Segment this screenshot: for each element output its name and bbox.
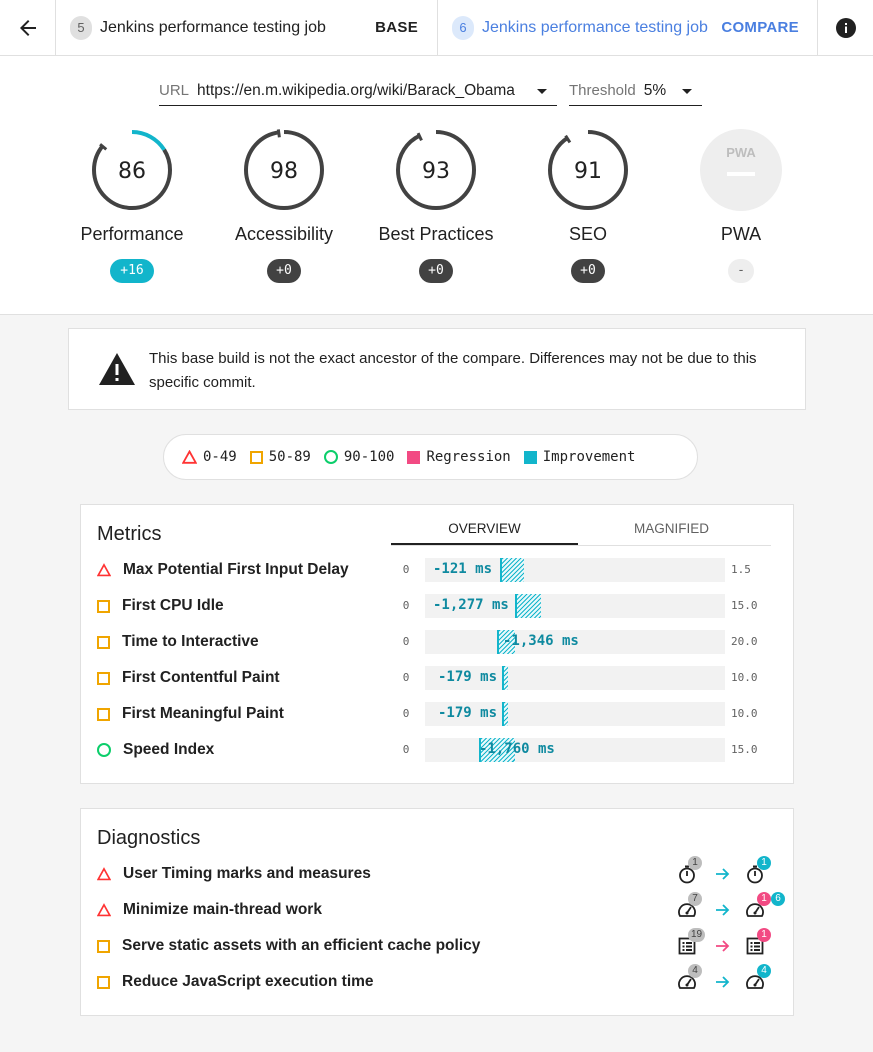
metric-row[interactable] — [97, 702, 284, 726]
diagnostic-label: Reduce JavaScript execution time — [122, 973, 374, 990]
metric-bar — [391, 558, 771, 582]
diagnostic-comparison[interactable] — [677, 857, 787, 886]
diagnostics-card — [80, 808, 794, 1016]
compare-build-title: Jenkins performance testing job — [482, 18, 708, 36]
metric-bar — [391, 630, 771, 654]
diagnostic-label: Minimize main-thread work — [123, 901, 322, 918]
url-value: https://en.m.wikipedia.org/wiki/Barack_Obama — [197, 81, 515, 99]
list-icon — [745, 929, 767, 956]
stopwatch-icon — [677, 857, 698, 884]
improvement-swatch-icon — [524, 451, 537, 464]
score-ring — [90, 128, 174, 212]
metric-label: First Meaningful Paint — [122, 705, 284, 722]
diagnostic-row[interactable] — [97, 970, 374, 994]
score-ring — [242, 128, 326, 212]
metrics-title: Metrics — [97, 523, 162, 545]
score-ring — [546, 128, 630, 212]
gauge-seo[interactable] — [512, 128, 664, 283]
square-icon — [250, 451, 263, 464]
delta-text: -179 ms — [438, 705, 498, 721]
threshold-dropdown-icon — [682, 89, 692, 94]
gauge-label: Best Practices — [378, 224, 494, 244]
improvement-delta-bar — [500, 558, 524, 582]
url-select[interactable] — [159, 76, 557, 106]
metric-row[interactable] — [97, 558, 349, 582]
tab-magnified[interactable]: MAGNIFIED — [633, 521, 709, 536]
speedometer-icon — [745, 965, 767, 992]
bar-track — [425, 702, 725, 726]
arrow-right-icon — [715, 866, 731, 882]
bar-track — [425, 630, 725, 654]
score-delta-badge: +0 — [267, 259, 301, 283]
triangle-icon — [182, 450, 197, 464]
arrow-right-icon — [715, 974, 731, 990]
arrow-right-icon — [715, 938, 731, 954]
bar-track — [425, 558, 725, 582]
diagnostic-row[interactable] — [97, 934, 480, 958]
legend-improvement-label: Improvement — [542, 449, 636, 465]
bar-min-value: 0 — [402, 707, 410, 720]
speedometer-icon — [677, 893, 698, 920]
gauge-label: Accessibility — [234, 224, 334, 244]
score-delta-badge: +0 — [419, 259, 453, 283]
metric-label: First CPU Idle — [122, 597, 224, 614]
bar-min-value: 0 — [402, 671, 410, 684]
ancestor-warning — [68, 328, 806, 410]
metric-bar — [391, 738, 771, 762]
diagnostic-comparison[interactable] — [677, 965, 787, 994]
metrics-card — [80, 504, 794, 784]
tab-overview[interactable]: OVERVIEW — [391, 515, 578, 545]
base-count-badge: 4 — [688, 964, 702, 978]
metric-label: Speed Index — [123, 741, 215, 758]
score-value: 91 — [574, 159, 602, 184]
diagnostics-title: Diagnostics — [97, 827, 201, 849]
delta-text: -1,760 ms — [479, 741, 555, 757]
fail-triangle-icon — [97, 867, 111, 881]
base-count-badge: 1 — [688, 856, 702, 870]
score-ring — [394, 128, 478, 212]
legend-improvement — [524, 449, 636, 465]
list-icon — [677, 929, 703, 956]
bar-track — [425, 594, 725, 618]
metric-row[interactable] — [97, 630, 259, 654]
metric-label: Max Potential First Input Delay — [123, 561, 349, 578]
score-legend — [163, 434, 698, 480]
score-summary — [0, 56, 873, 315]
compare-tag: COMPARE — [721, 19, 799, 36]
legend-pass-label: 90-100 — [343, 449, 395, 465]
average-square-icon — [97, 976, 110, 989]
legend-regression-label: Regression — [426, 449, 511, 465]
fail-triangle-icon — [97, 903, 111, 917]
metric-bar — [391, 594, 771, 618]
back-button[interactable] — [0, 0, 56, 55]
gauge-pwa[interactable] — [665, 128, 817, 283]
threshold-value: 5% — [643, 81, 667, 99]
compare-count-badge: 4 — [757, 964, 771, 978]
score-delta-badge: - — [728, 259, 754, 283]
gauge-accessibility[interactable] — [208, 128, 360, 283]
compare-count-badge: 1 — [757, 892, 771, 906]
info-button[interactable] — [818, 0, 873, 55]
compare-count-badge: 1 — [757, 928, 771, 942]
average-square-icon — [97, 600, 110, 613]
bar-max-value: 20.0 — [731, 635, 758, 648]
delta-text: -179 ms — [438, 669, 498, 685]
compare-build[interactable] — [438, 0, 818, 55]
regression-swatch-icon — [407, 451, 420, 464]
metrics-tabs — [391, 515, 771, 546]
average-square-icon — [97, 636, 110, 649]
bar-track — [425, 666, 725, 690]
threshold-select[interactable] — [569, 76, 702, 106]
info-icon — [836, 18, 856, 38]
improvement-delta-bar — [515, 594, 541, 618]
metric-label: First Contentful Paint — [122, 669, 280, 686]
delta-text: -1,346 ms — [503, 633, 579, 649]
metric-row[interactable] — [97, 738, 214, 762]
score-value: 93 — [422, 159, 450, 184]
gauge-label: SEO — [568, 224, 607, 244]
bar-max-value: 15.0 — [731, 599, 758, 612]
bar-max-value: 10.0 — [731, 671, 758, 684]
bar-min-value: 0 — [402, 743, 410, 756]
base-count-badge: 7 — [688, 892, 702, 906]
score-value: 98 — [270, 159, 298, 184]
delta-text: -1,277 ms — [433, 597, 509, 613]
stopwatch-icon — [745, 857, 767, 884]
diagnostic-comparison[interactable] — [677, 929, 787, 958]
pwa-badge-icon — [699, 128, 783, 212]
compare-count-badge: 1 — [757, 856, 771, 870]
gauge-label: Performance — [80, 224, 184, 244]
delta-text: -121 ms — [433, 561, 493, 577]
back-arrow-icon — [18, 18, 38, 38]
legend-average-label: 50-89 — [268, 449, 311, 465]
legend-average — [250, 449, 311, 465]
average-square-icon — [97, 940, 110, 953]
base-build-title: Jenkins performance testing job — [100, 18, 326, 36]
pwa-badge-label: PWA — [726, 145, 756, 160]
diagnostic-label: Serve static assets with an efficient cache policy — [122, 937, 481, 954]
compare-count-badge: 6 — [771, 892, 785, 906]
score-value: 86 — [118, 159, 146, 184]
legend-fail-label: 0-49 — [203, 449, 237, 465]
legend-pass — [324, 449, 395, 465]
base-tag: BASE — [375, 19, 418, 36]
average-square-icon — [97, 708, 110, 721]
top-bar — [0, 0, 873, 56]
bar-track — [425, 738, 725, 762]
bar-min-value: 0 — [402, 563, 410, 576]
bar-max-value: 10.0 — [731, 707, 758, 720]
gauge-label: PWA — [720, 224, 762, 244]
base-build[interactable] — [56, 0, 438, 55]
diagnostic-comparison[interactable] — [677, 893, 787, 922]
diagnostic-label: User Timing marks and measures — [123, 865, 371, 882]
improvement-delta-bar — [502, 702, 508, 726]
pass-circle-icon — [97, 743, 111, 757]
base-count-badge: 19 — [688, 928, 705, 942]
score-delta-badge: +16 — [110, 259, 153, 283]
metric-row[interactable] — [97, 594, 224, 618]
bar-min-value: 0 — [402, 635, 410, 648]
legend-regression — [407, 449, 510, 465]
gauge-performance[interactable] — [56, 128, 208, 283]
url-dropdown-icon — [537, 89, 547, 94]
warning-text: This base build is not the exact ancestor of the compare. Differences may not be due to this specific commit. — [149, 350, 757, 391]
threshold-label: Threshold — [569, 82, 636, 99]
metric-bar — [391, 666, 771, 690]
arrow-right-icon — [715, 902, 731, 918]
improvement-delta-bar — [502, 666, 508, 690]
bar-max-value: 15.0 — [731, 743, 758, 756]
speedometer-icon — [745, 893, 781, 920]
diagnostic-row[interactable] — [97, 898, 322, 922]
score-delta-badge: +0 — [571, 259, 605, 283]
bar-max-value: 1.5 — [731, 563, 751, 576]
gauge-best-practices[interactable] — [360, 128, 512, 283]
url-label: URL — [159, 82, 190, 99]
fail-triangle-icon — [97, 563, 111, 577]
metric-bar — [391, 702, 771, 726]
warning-icon — [98, 352, 136, 386]
metric-label: Time to Interactive — [122, 633, 259, 650]
circle-icon — [324, 450, 338, 464]
base-build-number: 5 — [70, 16, 92, 40]
bar-min-value: 0 — [402, 599, 410, 612]
compare-build-number: 6 — [452, 16, 474, 40]
legend-fail — [182, 449, 237, 465]
average-square-icon — [97, 672, 110, 685]
speedometer-icon — [677, 965, 698, 992]
metric-row[interactable] — [97, 666, 280, 690]
diagnostic-row[interactable] — [97, 862, 371, 886]
